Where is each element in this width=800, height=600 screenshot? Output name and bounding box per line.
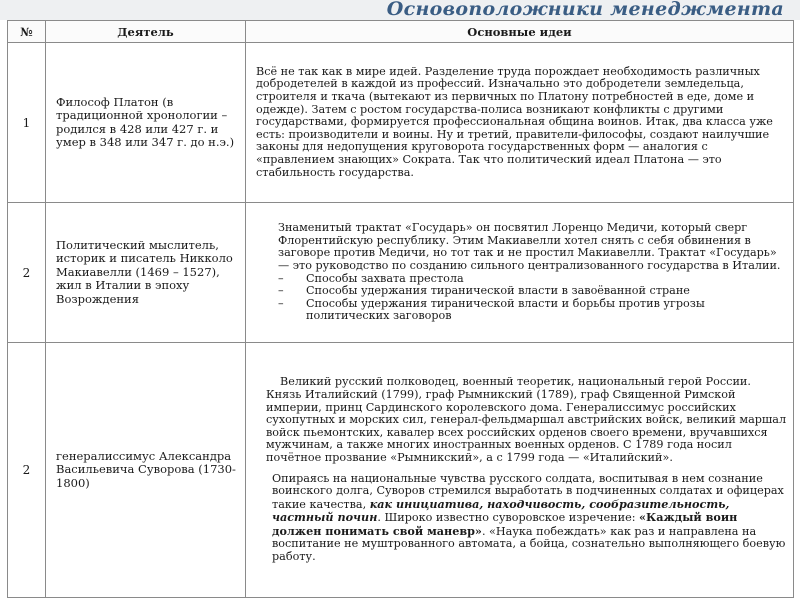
row-number: 2 (8, 343, 46, 598)
slide-title-bar (0, 0, 800, 20)
ideas-text-c: . Широко известно суворовское изречение: (377, 511, 640, 525)
person-cell (46, 343, 246, 598)
person-cell (46, 203, 246, 343)
ideas-text-a: Опираясь на национальные чувства русского солдата, воспитывая в нем сознание воинского долга, Суворов стремился выработать в подчиненных солдатах и офицерах такие качества, (272, 471, 784, 511)
method-label: Способы удержания тиранической власти в завоёванной стране (306, 284, 690, 298)
header-row (8, 21, 794, 43)
person-cell (46, 43, 246, 203)
person-text: Философ Платон (в традиционной хронологии – родился в 428 или 427 г. и умер в 348 или 347 г. до н.э.) (56, 94, 235, 149)
ideas-quote: «Каждый воин должен понимать свой маневр» (272, 510, 738, 538)
header-num: № (8, 21, 46, 43)
ideas-paragraph-2 (256, 473, 787, 564)
table-row (8, 343, 794, 598)
method-label: Способы захвата престола (306, 271, 464, 285)
ideas-paragraph-1: Великий русский полководец, военный теоретик, национальный герой России. Князь Италийский (1799), граф Рымникский (1789), граф Священной Римской империи, принц Сардинского королевского дома. Генералиссимус российских сухопутных и морских сил, генерал-фельдмаршал австрийских войск, великий маршал войск пьемонтских, кавалер всех российских орденов своего времени, вручавшихся мужчинам, а также многих иностранных военных орденов. С 1789 года носил почётное прозвание «Рымникский», а с 1799 года — «Италийский». (266, 375, 787, 464)
row-number: 2 (8, 203, 46, 343)
ideas-cell (246, 343, 794, 598)
founders-table (7, 20, 794, 598)
ideas-block (246, 220, 793, 325)
row-number: 1 (8, 43, 46, 203)
ideas-block (246, 374, 793, 565)
person-text: генералиссимус Александра Васильевича Суворова (1730-1800) (56, 448, 236, 490)
list-item: – Способы захвата престола (278, 271, 464, 285)
list-item: – Способы удержания тиранической власти и борьбы против угрозы политических заговоров (278, 296, 705, 323)
table-row (8, 43, 794, 203)
ideas-text: Знаменитый трактат «Государь» он посвятил Лоренцо Медичи, который сверг Флорентийскую республику. Этим Макиавелли хотел снять с себя обвинения в заговоре против Медичи, но тот так и не простил Макиавелли. Трактат «Государь» — это руководство по созданию сильного централизованного государства в Италии. (278, 221, 781, 272)
ideas-text-e: . «Наука побеждать» как раз и направлена на воспитание не муштрованного автомата, а бойца, сознательно выполняющего боевую работу. (272, 524, 786, 564)
person-text: Политический мыслитель, историк и писатель Никколо Макиавелли (1469 – 1527), жил в Италии в эпоху Возрождения (56, 237, 233, 306)
methods-list (278, 273, 787, 323)
table-row (8, 203, 794, 343)
ideas-text: Всё не так как в мире идей. Разделение труда порождает необходимость различных добродетелей в каждой из профессий. Изначально это добродетели земледельца, строителя и ткача (вытекают из первичных по Платону потребностей в еде, доме и одежде). Затем с ростом государства-полиса возникают конфликты с другими государствами, формируется профессиональная община воинов. Итак, два класса уже есть: производители и воины. Ну и третий, правители-философы, создают наилучшие законы для недопущения круговорота государственных форм — аналогия с «правлением знающих» Сократа. Так что политический идеал Платона — это стабильность государства. (256, 64, 773, 179)
ideas-cell (246, 203, 794, 343)
ideas-qualities: как инициатива, находчивость, сообразительность, частный почин (272, 496, 730, 525)
ideas-cell (246, 43, 794, 203)
method-label: Способы удержания тиранической власти и борьбы против угрозы политических заговоров (306, 296, 705, 323)
header-ideas: Основные идеи (246, 21, 794, 43)
list-item: – Способы удержания тиранической власти в завоёванной стране (278, 284, 690, 298)
slide-title: Основоположники менеджмента (386, 0, 784, 20)
header-person: Деятель (46, 21, 246, 43)
